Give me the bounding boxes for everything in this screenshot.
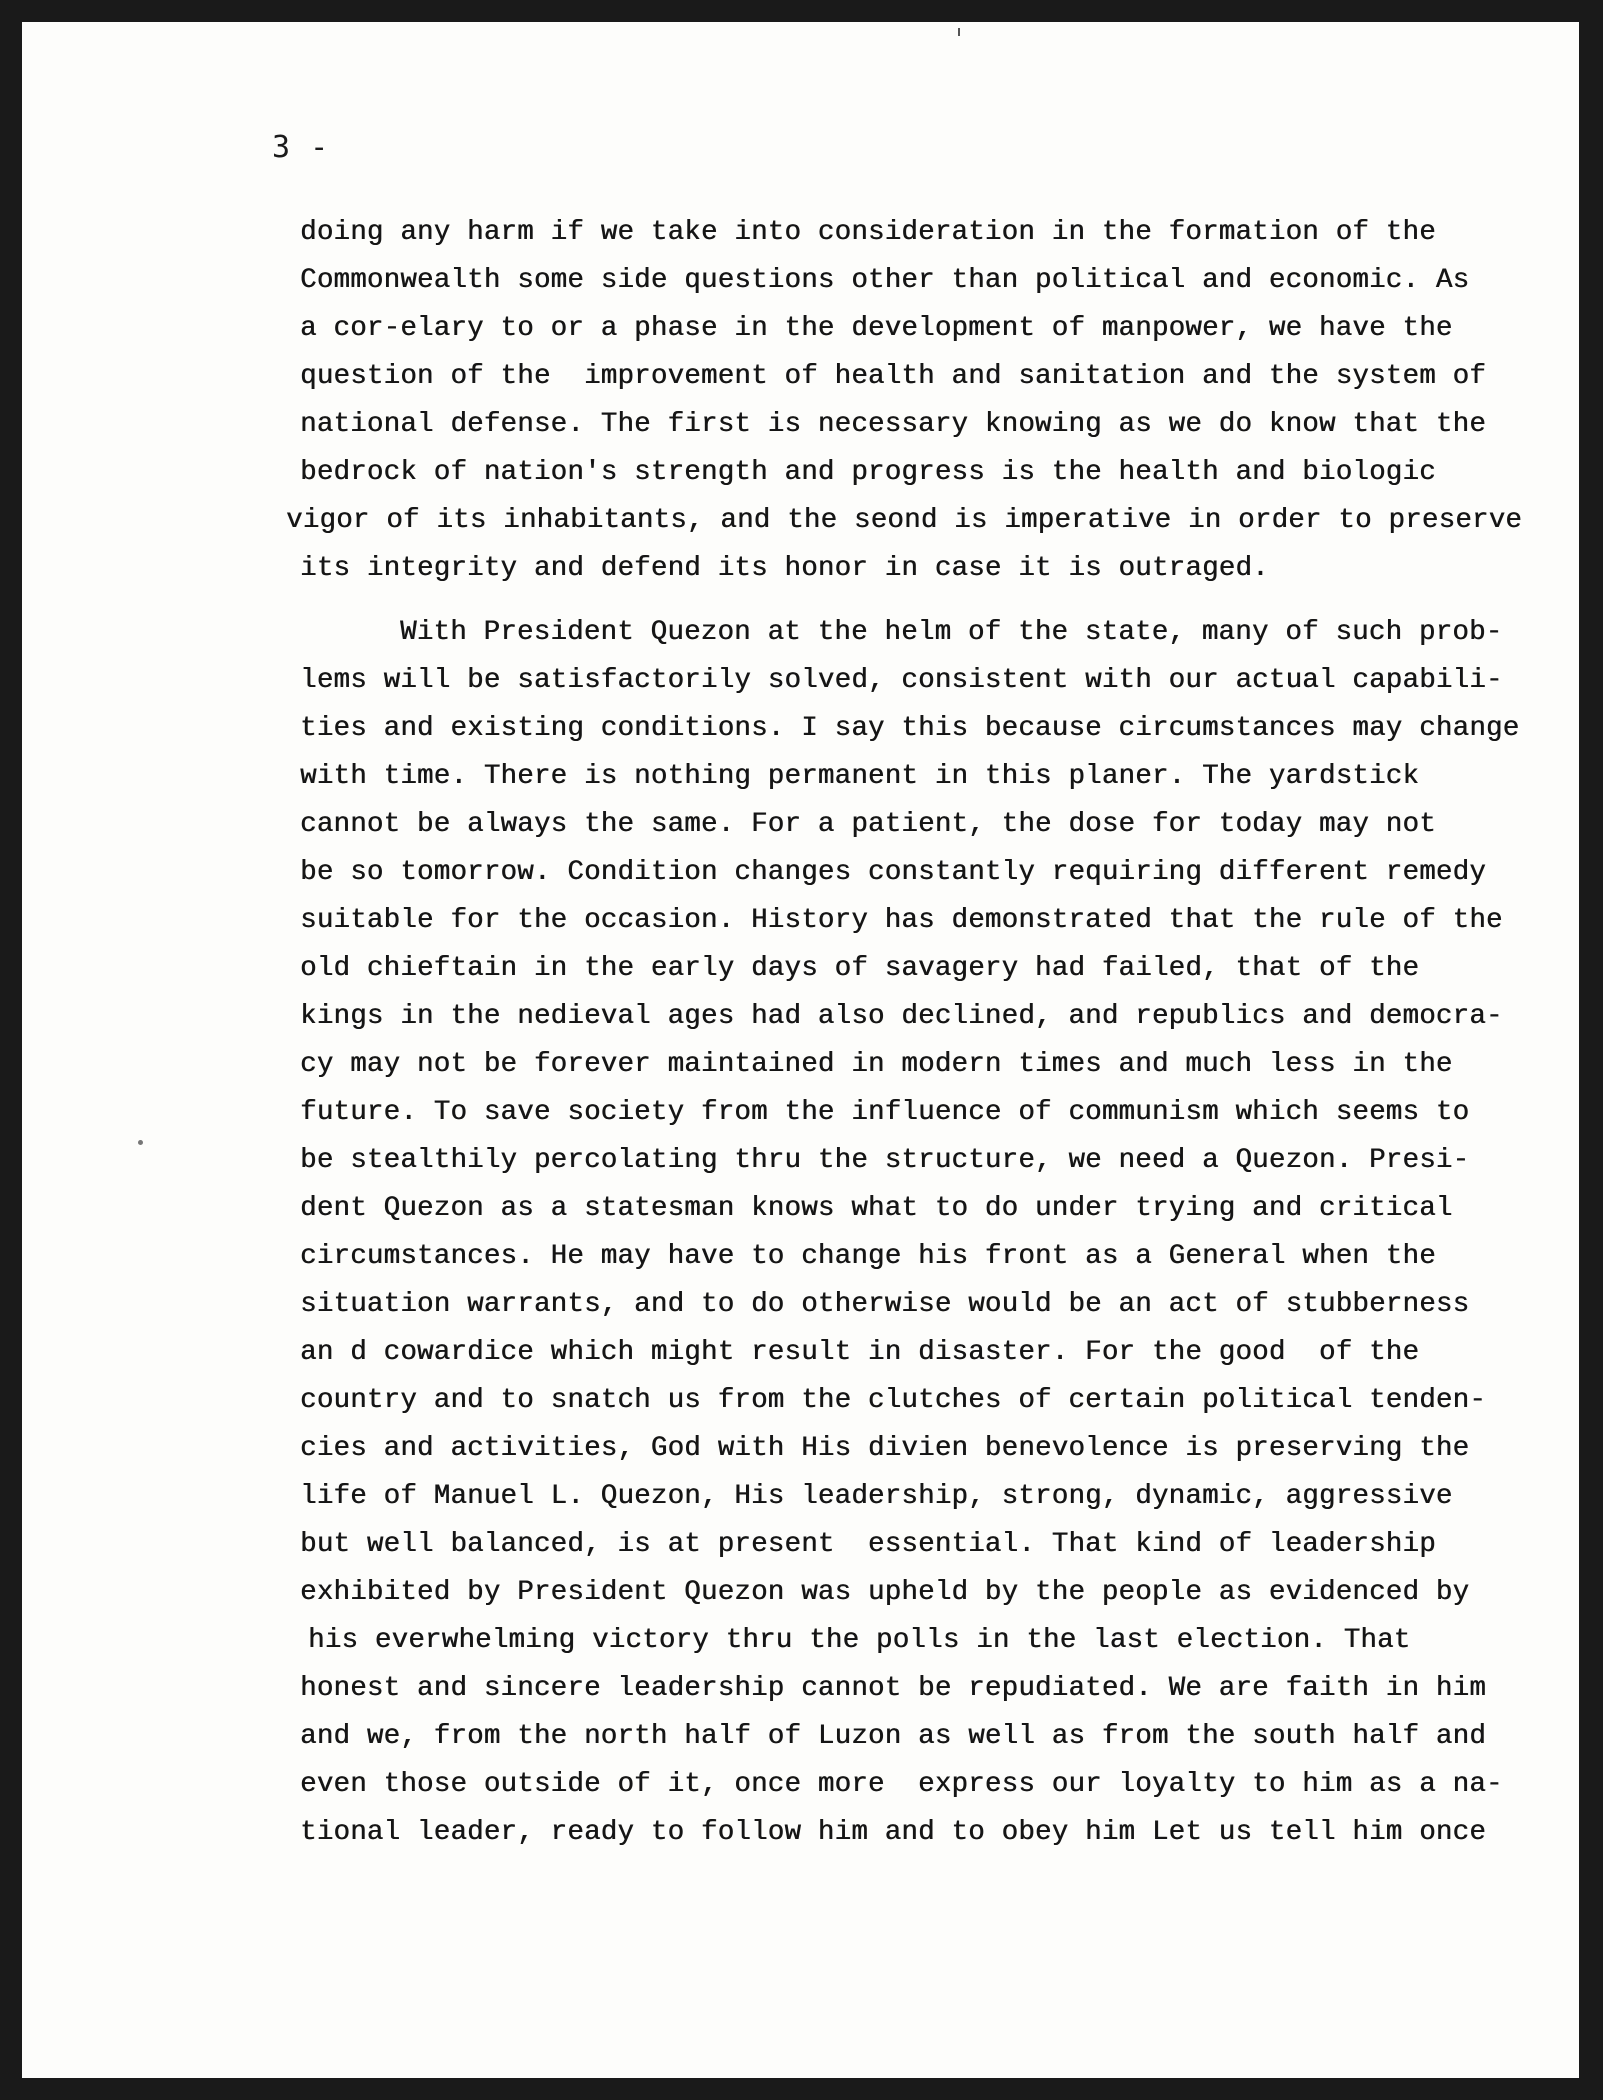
paragraph-2-line: exhibited by President Quezon was upheld by the people as evidenced by — [300, 1577, 1470, 1608]
page-number: 3 - — [272, 130, 330, 165]
paragraph-2-line: country and to snatch us from the clutches of certain political tenden- — [300, 1385, 1486, 1416]
paragraph-2-line: cies and activities, God with His divien benevolence is preserving the — [300, 1433, 1470, 1464]
paragraph-1-line: question of the improvement of health and sanitation and the system of — [300, 361, 1486, 392]
document-page — [22, 22, 1579, 2078]
paragraph-1-line: its integrity and defend its honor in case it is outraged. — [300, 553, 1269, 584]
paragraph-1-line: vigor of its inhabitants, and the seond is imperative in order to preserve — [286, 505, 1522, 536]
paragraph-2-line: cy may not be forever maintained in modern times and much less in the — [300, 1049, 1453, 1080]
paragraph-1-line: bedrock of nation's strength and progress is the health and biologic — [300, 457, 1436, 488]
paragraph-1-line: a cor-elary to or a phase in the development of manpower, we have the — [300, 313, 1453, 344]
paragraph-2-line: kings in the nedieval ages had also declined, and republics and democra- — [300, 1001, 1503, 1032]
paragraph-2-line: dent Quezon as a statesman knows what to do under trying and critical — [300, 1193, 1453, 1224]
paragraph-2-line: even those outside of it, once more express our loyalty to him as a na- — [300, 1769, 1503, 1800]
paragraph-2-line: old chieftain in the early days of savagery had failed, that of the — [300, 953, 1420, 984]
paragraph-2-line: life of Manuel L. Quezon, His leadership, strong, dynamic, aggressive — [300, 1481, 1453, 1512]
paragraph-2-line: be stealthily percolating thru the structure, we need a Quezon. Presi- — [300, 1145, 1470, 1176]
paragraph-2-line: lems will be satisfactorily solved, consistent with our actual capabili- — [300, 665, 1503, 696]
stray-ink-dot — [138, 1140, 143, 1145]
paragraph-2-line: and we, from the north half of Luzon as well as from the south half and — [300, 1721, 1486, 1752]
paragraph-2-line: situation warrants, and to do otherwise would be an act of stubberness — [300, 1289, 1470, 1320]
paragraph-2-line: an d cowardice which might result in disaster. For the good of the — [300, 1337, 1420, 1368]
paragraph-2-line: future. To save society from the influence of communism which seems to — [300, 1097, 1470, 1128]
paragraph-2-line: suitable for the occasion. History has demonstrated that the rule of the — [300, 905, 1503, 936]
paragraph-1-line: national defense. The first is necessary knowing as we do know that the — [300, 409, 1486, 440]
paragraph-1-line: doing any harm if we take into consideration in the formation of the — [300, 217, 1436, 248]
paragraph-2-line: circumstances. He may have to change his front as a General when the — [300, 1241, 1436, 1272]
paragraph-2-line: cannot be always the same. For a patient, the dose for today may not — [300, 809, 1436, 840]
paragraph-1-line: Commonwealth some side questions other than political and economic. As — [300, 265, 1470, 296]
edge-mark — [958, 28, 960, 36]
paragraph-2-line: With President Quezon at the helm of the state, many of such prob- — [400, 617, 1503, 648]
paragraph-2-line: with time. There is nothing permanent in this planer. The yardstick — [300, 761, 1420, 792]
paragraph-2-line: ties and existing conditions. I say this because circumstances may change — [300, 713, 1520, 744]
paragraph-2-line: but well balanced, is at present essential. That kind of leadership — [300, 1529, 1436, 1560]
paragraph-2-line: his everwhelming victory thru the polls in the last election. That — [308, 1625, 1411, 1656]
paragraph-2-line: be so tomorrow. Condition changes constantly requiring different remedy — [300, 857, 1486, 888]
paragraph-2-line: tional leader, ready to follow him and to obey him Let us tell him once — [300, 1817, 1486, 1848]
paragraph-2-line: honest and sincere leadership cannot be repudiated. We are faith in him — [300, 1673, 1486, 1704]
